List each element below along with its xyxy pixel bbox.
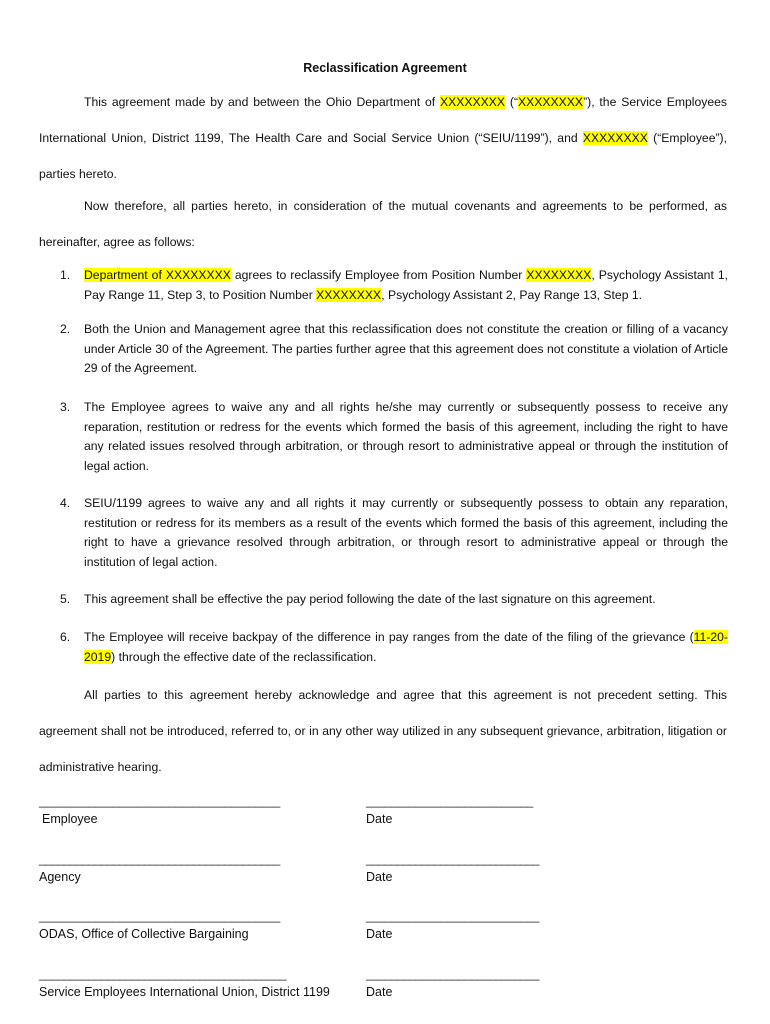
item-text-part: ) through the effective date of the reclassification.: [111, 649, 377, 664]
date-label: Date: [366, 870, 393, 884]
employee-label: Employee: [42, 812, 98, 826]
document-title: Reclassification Agreement: [303, 61, 467, 75]
date-label: Date: [366, 812, 393, 826]
item-number: 2.: [60, 322, 71, 336]
item-text: [84, 266, 728, 305]
item-text-part: , Psychology Assistant 1, Pay Range 11, Step 3, to Position Number: [84, 268, 728, 302]
placeholder-department-short: XXXXXXXX: [518, 95, 584, 109]
item-number: 3.: [60, 400, 71, 414]
signature-line-odas: _______________________________________: [39, 909, 280, 923]
date-line-odas: ____________________________: [366, 909, 539, 923]
now-therefore-text: Now therefore, all parties hereto, in consideration of the mutual covenants and agreements to be performed, as hereinafter, agree as follows:: [39, 199, 727, 249]
item-text: [84, 628, 728, 667]
intro-paragraph: [39, 84, 727, 192]
date-label: Date: [366, 927, 393, 941]
agency-label: Agency: [39, 870, 81, 884]
item-text: SEIU/1199 agrees to waive any and all rights it may currently or subsequently possess to obtain any reparation, restitution or redress for its members as a result of the events which formed the basis of this agreement, including the right to have a grievance resolved through arbitration, or through resort to administrative appeal or through the institution of legal action.: [84, 496, 728, 569]
now-therefore-paragraph: [39, 188, 727, 260]
item-number: 1.: [60, 268, 71, 282]
placeholder-position-from: XXXXXXXX: [526, 268, 592, 282]
closing-text: All parties to this agreement hereby acknowledge and agree that this agreement is not precedent setting. This agreement shall not be introduced, referred to, or in any other way utilized in any subsequent grievance, arbitration, litigation or administrative hearing.: [39, 688, 727, 774]
item-text: The Employee agrees to waive any and all rights he/she may currently or subsequently possess to receive any reparation, restitution or redress for the events which formed the basis of this agreement, including the right to have any related issues resolved through arbitration, or through resort to administrative appeal or through the institution of legal action.: [84, 400, 728, 473]
item-text-part: The Employee will receive backpay of the difference in pay ranges from the date of the filing of the grievance (: [84, 630, 694, 644]
placeholder-employee: XXXXXXXX: [582, 131, 648, 145]
date-label: Date: [366, 985, 393, 999]
item-number: 6.: [60, 630, 71, 644]
item-text-part: , Psychology Assistant 2, Pay Range 13, Step 1.: [381, 287, 643, 302]
item-text: Both the Union and Management agree that this reclassification does not constitute the creation or filling of a vacancy under Article 30 of the Agreement. The parties further agree that this agreement does not constitute a violation of Article 29 of the Agreement.: [84, 322, 728, 376]
date-line-agency: ____________________________: [366, 852, 539, 866]
odas-label: ODAS, Office of Collective Bargaining: [39, 927, 249, 941]
placeholder-grievance-date: 11-20-2019: [84, 630, 728, 664]
item-number: 5.: [60, 592, 71, 606]
signature-line-agency: _______________________________________: [39, 852, 280, 866]
date-line-employee: ___________________________: [366, 794, 533, 808]
item-number: 4.: [60, 496, 71, 510]
intro-text-3: ”), the Service Employees International Union, District 1199, The Health Care and Social Service Union (“SEIU/1199”), and: [39, 95, 727, 145]
intro-text-4: (“Employee”), parties hereto.: [39, 131, 727, 181]
seiu-label: Service Employees International Union, District 1199: [39, 985, 330, 999]
intro-text-2: (“: [505, 95, 519, 109]
signature-line-seiu: ________________________________________: [39, 967, 286, 981]
placeholder-department: XXXXXXXX: [440, 95, 506, 109]
placeholder-department-of: Department of XXXXXXXX: [84, 268, 231, 282]
intro-text-1: This agreement made by and between the Ohio Department of: [84, 95, 441, 109]
date-line-seiu: ____________________________: [366, 967, 539, 981]
item-text-part: agrees to reclassify Employee from Position Number: [230, 268, 527, 282]
placeholder-position-to: XXXXXXXX: [316, 287, 382, 302]
item-text: This agreement shall be effective the pay period following the date of the last signature on this agreement.: [84, 592, 656, 606]
signature-line-employee: _______________________________________: [39, 794, 280, 808]
closing-paragraph: [39, 677, 727, 785]
